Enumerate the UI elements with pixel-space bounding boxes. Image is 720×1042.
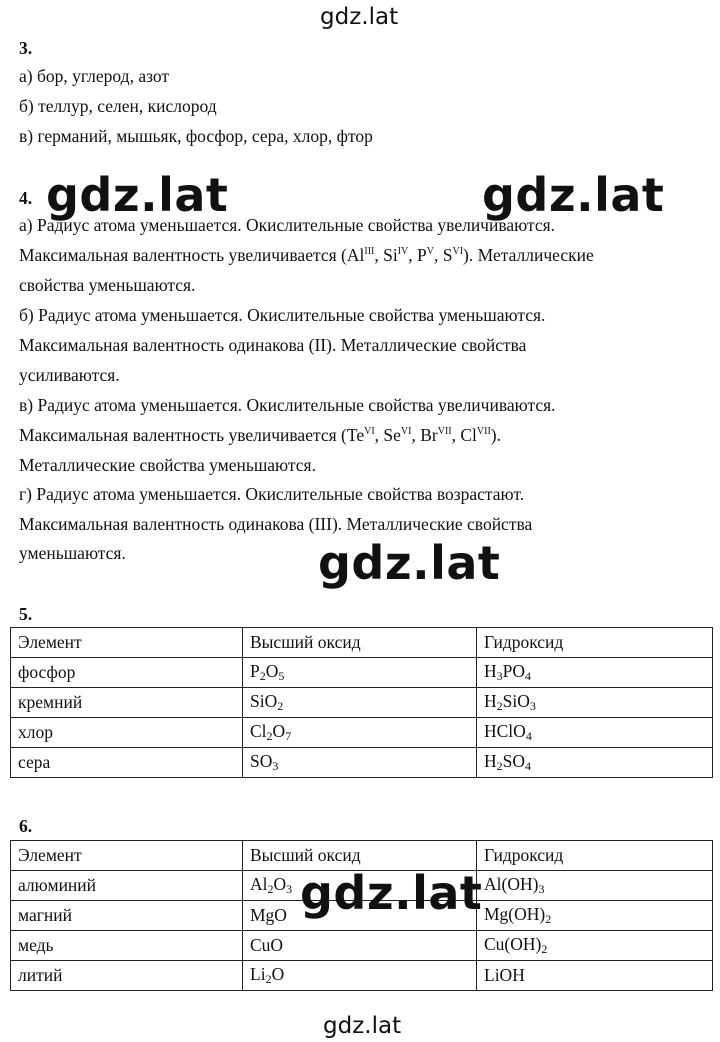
task5-table xyxy=(10,627,713,778)
task5-table-body xyxy=(11,628,713,778)
task3-line-v: в) германий, мышьяк, фосфор, сера, хлор, фтор xyxy=(19,126,373,146)
task4-line-4: б) Радиус атома уменьшается. Окислительные свойства уменьшаются. xyxy=(19,305,546,325)
element-cell: медь xyxy=(11,931,243,961)
table-header-cell: Элемент xyxy=(11,841,243,871)
table-header-cell: Гидроксид xyxy=(477,628,713,658)
task4-line-7: в) Радиус атома уменьшается. Окислительные свойства увеличиваются. xyxy=(19,395,556,415)
table-header-cell: Элемент xyxy=(11,628,243,658)
hydroxide-cell: $Al(OH)_3$ xyxy=(477,871,713,901)
task4-line-1: а) Радиус атома уменьшается. Окислительные свойства увеличиваются. xyxy=(19,215,556,235)
hydroxide-cell: $Mg(OH)_2$ xyxy=(477,901,713,931)
table-header-cell: Высший оксид xyxy=(243,628,477,658)
task4-line-3: свойства уменьшаются. xyxy=(19,275,196,295)
oxide-cell: CuO xyxy=(243,931,477,961)
task6-number: 6. xyxy=(19,816,33,836)
watermark-bottom: gdz.lat xyxy=(323,1013,402,1039)
oxide-cell: $Al_2O_3$ xyxy=(243,871,477,901)
hydroxide-cell: $Cu(OH)_2$ xyxy=(477,931,713,961)
task4-line-11: Максимальная валентность одинакова (III). Металлические свойства xyxy=(19,514,533,534)
hydroxide-cell: HClO$_4$ xyxy=(477,718,713,748)
task4-line-8: Максимальная валентность увеличивается ($Te^{VI}$, $Se^{VI}$, $Br^{VII}$, $Cl^{VII}$). xyxy=(19,425,501,445)
element-cell: сера xyxy=(11,748,243,778)
hydroxide-cell: $H_2SO_4$ xyxy=(477,748,713,778)
element-cell: кремний xyxy=(11,688,243,718)
watermark-top: gdz.lat xyxy=(320,4,399,30)
oxide-cell: MgO xyxy=(243,901,477,931)
task3-line-a: а) бор, углерод, азот xyxy=(19,66,170,86)
oxide-cell: SiO$_2$ xyxy=(243,688,477,718)
element-cell: хлор xyxy=(11,718,243,748)
watermark-left: gdz.lat xyxy=(46,168,229,222)
element-cell: магний xyxy=(11,901,243,931)
table-row xyxy=(11,658,713,688)
task4-line-12: уменьшаются. xyxy=(19,543,126,563)
table-row xyxy=(11,748,713,778)
task4-line-9: Металлические свойства уменьшаются. xyxy=(19,455,316,475)
table-row xyxy=(11,718,713,748)
element-cell: литий xyxy=(11,961,243,991)
table-row xyxy=(11,688,713,718)
task4-number: 4. xyxy=(19,188,33,208)
task4-line-5: Максимальная валентность одинакова (II). Металлические свойства xyxy=(19,335,527,355)
table-header-row xyxy=(11,628,713,658)
oxide-cell: $Li_2O$ xyxy=(243,961,477,991)
hydroxide-cell: $H_2SiO_3$ xyxy=(477,688,713,718)
task4-line-10: г) Радиус атома уменьшается. Окислительные свойства возрастают. xyxy=(19,484,525,504)
oxide-cell: $P_2O_5$ xyxy=(243,658,477,688)
task5-number: 5. xyxy=(19,604,33,624)
oxide-cell: $Cl_2O_7$ xyxy=(243,718,477,748)
task4-line-2: Максимальная валентность увеличивается ($Al^{III}$, $Si^{IV}$, $P^V$, $S^{VI}$). Металлические xyxy=(19,245,594,265)
table-header-cell: Гидроксид xyxy=(477,841,713,871)
element-cell: фосфор xyxy=(11,658,243,688)
watermark-middle: gdz.lat xyxy=(318,536,501,590)
oxide-cell: $SO_3$ xyxy=(243,748,477,778)
watermark-right: gdz.lat xyxy=(482,168,665,222)
task3-line-b: б) теллур, селен, кислород xyxy=(19,96,217,116)
hydroxide-cell: LiOH xyxy=(477,961,713,991)
hydroxide-cell: $H_3PO_4$ xyxy=(477,658,713,688)
table-row xyxy=(11,961,713,991)
watermark-table: gdz.lat xyxy=(300,866,483,920)
element-cell: алюминий xyxy=(11,871,243,901)
table-header-cell: Высший оксид xyxy=(243,841,477,871)
task4-line-6: усиливаются. xyxy=(19,365,120,385)
task3-number: 3. xyxy=(19,38,33,58)
table-row xyxy=(11,931,713,961)
